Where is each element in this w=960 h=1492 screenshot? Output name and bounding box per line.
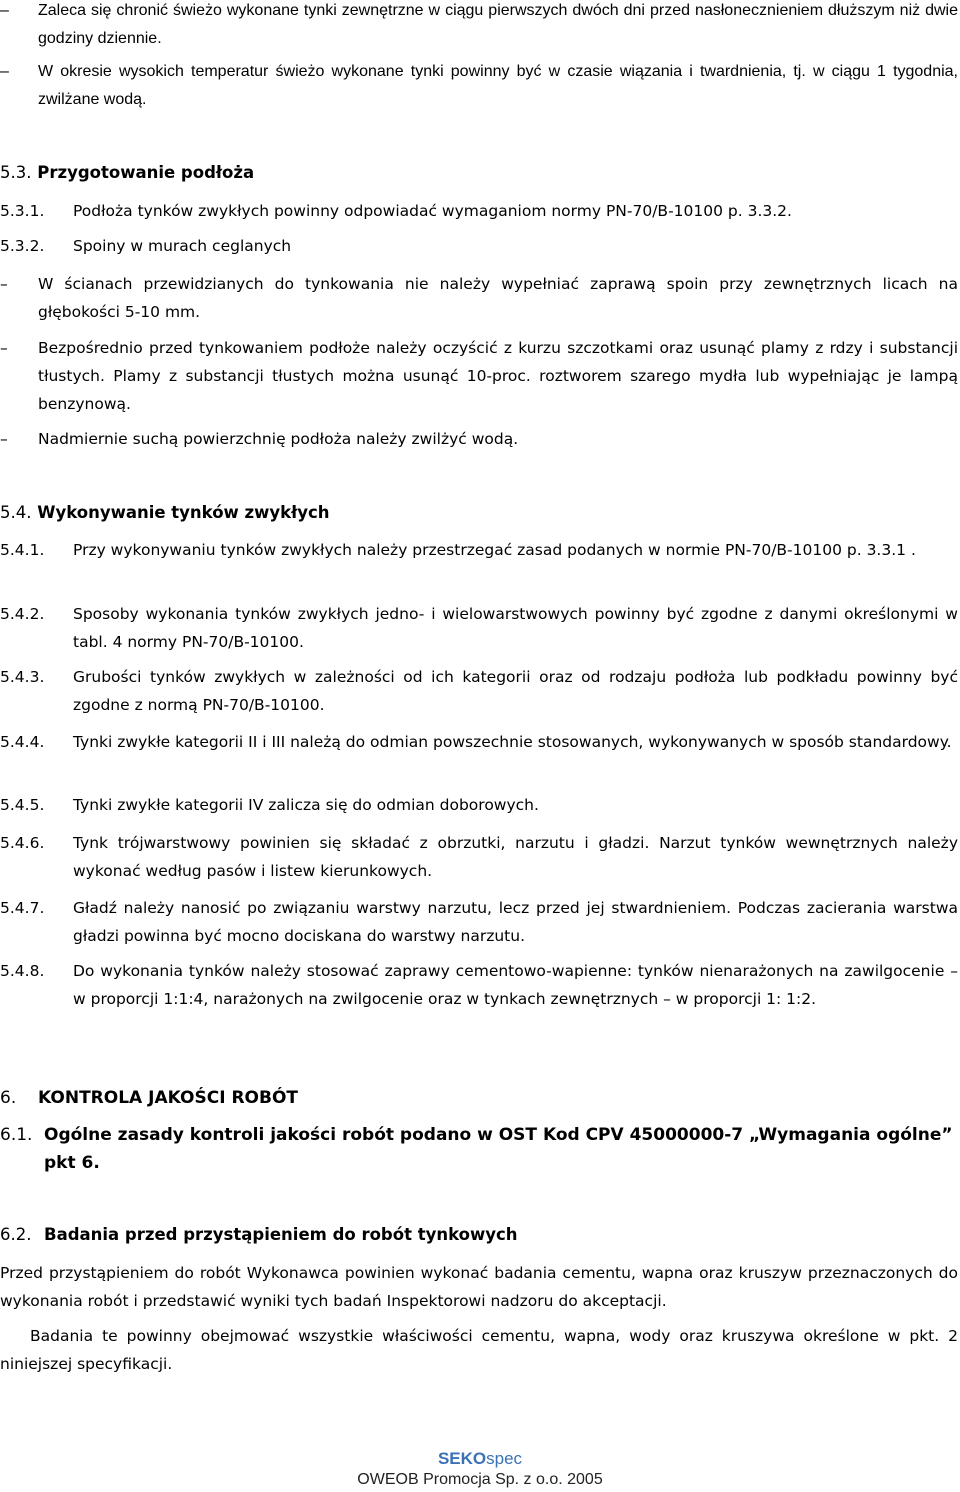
item-text: Do wykonania tynków należy stosować zaprawy cementowo-wapienne: tynków nienarażonych na zawilgocenie – w proporcji 1:1:4, narażonych na zwilgocenie oraz w tynkach zewnętrznych – w proporcji 1: 1:2. [73,962,958,1008]
item-number: 5.3.2. [0,237,45,255]
item-number: 5.4.5. [0,796,45,814]
item-text: Tynki zwykłe kategorii II i III należą do odmian powszechnie stosowanych, wykonywanych w sposób standardowy. [73,733,952,751]
chapter-number: 6. [0,1088,17,1108]
bullet-text: W ścianach przewidzianych do tynkowania nie należy wypełniać zaprawą spoin przy zewnętrznych licach na głębokości 5-10 mm. [38,275,958,321]
bullet-text: Zaleca się chronić świeżo wykonane tynki zewnętrzne w ciągu pierwszych dwóch dni przed nasłonecznieniem dłuższym niż dwie godziny dziennie. [38,2,958,47]
item-text: Przy wykonywaniu tynków zwykłych należy przestrzegać zasad podanych w normie PN-70/B-10100 p. 3.3.1 . [73,541,916,559]
item-text: Sposoby wykonania tynków zwykłych jedno- i wielowarstwowych powinny być zgodne z danymi określonymi w tabl. 4 normy PN-70/B-10100. [73,605,958,651]
item-text: Tynki zwykłe kategorii IV zalicza się do odmian doborowych. [73,796,539,814]
footer-brand-logo [0,1448,960,1470]
item-number: 5.4.7. [0,899,45,917]
numbered-item [0,957,958,1013]
bullet-item [0,58,958,114]
bullet-dash: – [0,430,8,448]
bullet-dash: – [0,275,8,293]
item-number: 5.3.1. [0,202,45,220]
paragraph-text: Przed przystąpieniem do robót Wykonawca powinien wykonać badania cementu, wapna oraz kruszyw przeznaczonych do wykonania robót i przedstawić wyniki tych badań Inspektorowi nadzoru do akceptacji. [0,1264,958,1310]
numbered-item [0,791,958,819]
item-text: Gładź należy nanosić po związaniu warstwy narzutu, lecz przed jej stwardnieniem. Podczas zacierania warstwa gładzi powinna być mocno dociskana do warstwy narzutu. [73,899,958,945]
bullet-item [0,0,958,53]
item-text: Podłoża tynków zwykłych powinny odpowiadać wymaganiom normy PN-70/B-10100 p. 3.3.2. [73,202,792,220]
bullet-item [0,270,958,326]
chapter-title: KONTROLA JAKOŚCI ROBÓT [38,1088,298,1108]
item-number: 5.4.2. [0,605,45,623]
item-text: Tynk trójwarstwowy powinien się składać z obrzutki, narzutu i gładzi. Narzut tynków wewnętrznych należy wykonać według pasów i listew kierunkowych. [73,834,958,880]
paragraph [0,1322,958,1378]
item-text: Spoiny w murach ceglanych [73,237,292,255]
section-number: 6.2. [0,1225,32,1244]
numbered-item [0,663,958,719]
brand-bold-text: SEKO [437,1449,487,1468]
footer-company: OWEOB Promocja Sp. z o.o. 2005 [357,1471,603,1488]
numbered-item [0,894,958,950]
numbered-item [0,232,958,260]
numbered-item [0,536,958,564]
section-title: Przygotowanie podłoża [37,163,255,182]
section-heading-6-1 [0,1121,958,1177]
chapter-heading-6 [0,1084,958,1112]
section-heading-6-2 [0,1221,958,1249]
bullet-text: Bezpośrednio przed tynkowaniem podłoże należy oczyścić z kurzu szczotkami oraz usunąć plamy z rdzy i substancji tłustych. Plamy z substancji tłustych można usunąć 10-proc. roztworem szarego mydła lub wypełniając je lampą benzynową. [38,339,958,413]
item-number: 5.4.4. [0,733,45,751]
item-number: 5.4.8. [0,962,45,980]
brand-light-text: spec [486,1449,523,1468]
numbered-item [0,829,958,885]
item-number: 5.4.1. [0,541,45,559]
section-title: Badania przed przystąpieniem do robót tynkowych [44,1225,518,1244]
numbered-item [0,197,958,225]
paragraph-text: Badania te powinny obejmować wszystkie właściwości cementu, wapna, wody oraz kruszywa określone w pkt. 2 niniejszej specyfikacji. [0,1327,958,1373]
section-heading-5-3 [0,159,958,187]
paragraph [0,1259,958,1315]
section-number: 6.1. [0,1125,33,1145]
section-title: Wykonywanie tynków zwykłych [37,503,330,522]
bullet-text: W okresie wysokich temperatur świeżo wykonane tynki powinny być w czasie wiązania i twardnienia, tj. w ciągu 1 tygodnia, zwilżane wodą. [38,63,958,108]
bullet-text: Nadmiernie suchą powierzchnię podłoża należy zwilżyć wodą. [38,430,519,448]
bullet-dash: – [0,63,9,80]
bullet-dash: – [0,2,9,19]
section-number: 5.3. [0,163,32,182]
section-title: Ogólne zasady kontroli jakości robót podano w OST Kod CPV 45000000-7 „Wymagania ogólne” pkt 6. [44,1125,953,1173]
numbered-item [0,600,958,656]
bullet-item [0,334,958,418]
section-heading-5-4 [0,499,958,527]
bullet-item [0,425,958,453]
item-number: 5.4.6. [0,834,45,852]
item-number: 5.4.3. [0,668,45,686]
bullet-dash: – [0,339,8,357]
item-text: Grubości tynków zwykłych w zależności od ich kategorii oraz od rodzaju podłoża lub podkładu powinny być zgodne z normą PN-70/B-10100. [73,668,958,714]
numbered-item [0,728,958,756]
section-number: 5.4. [0,503,32,522]
